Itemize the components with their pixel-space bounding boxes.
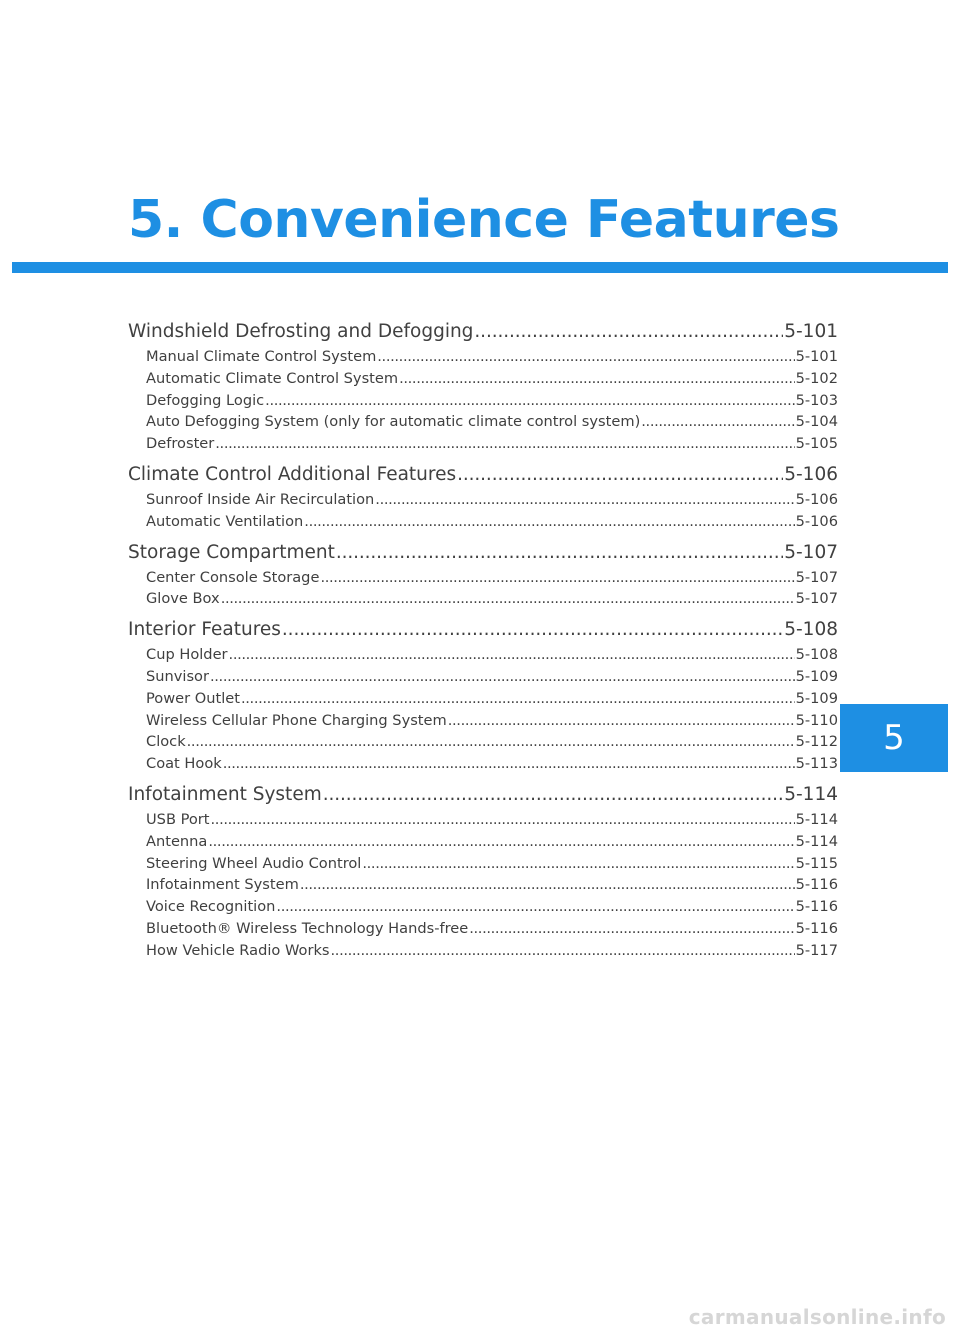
toc-entry-label: Manual Climate Control System [146,348,377,365]
toc-entry-label: Steering Wheel Audio Control [146,854,362,872]
toc-entry[interactable] [146,644,838,666]
toc-entry-page: 5-115 [795,854,838,872]
toc-entry-label: Center Console Storage [146,568,320,586]
toc-entry-label: Auto Defogging System (only for automatic climate control system) [146,413,641,431]
toc-entry-page: 5-107 [795,590,838,608]
toc-entry[interactable] [146,896,838,918]
toc-entry[interactable] [146,433,838,455]
toc-entry[interactable] [146,666,838,688]
toc-section [128,318,838,455]
dot-leader [448,710,795,732]
toc-entry[interactable] [146,731,838,753]
toc-entry[interactable] [146,753,838,775]
chapter-title: 5. Convenience Features [128,190,840,250]
dot-leader [282,616,783,644]
toc-section-heading[interactable] [128,781,838,809]
toc-entry[interactable] [146,567,838,589]
dot-leader [323,781,784,809]
toc-entry-page: 5-114 [795,810,838,828]
toc-entry-label: Bluetooth® Wireless Technology Hands-free [146,919,469,937]
dot-leader [229,644,795,666]
toc-entry[interactable] [146,346,838,368]
toc-entry-page: 5-117 [795,941,838,959]
toc-entry[interactable] [146,874,838,896]
toc-heading-label: Climate Control Additional Features [128,463,457,485]
toc-entry-page: 5-116 [795,919,838,937]
dot-leader [474,318,783,346]
toc-entry-label: Defroster [146,435,215,453]
toc-entry-page: 5-106 [795,512,838,530]
toc-entry-page: 5-104 [795,413,838,431]
dot-leader [399,368,795,390]
toc-entry-label: Automatic Ventilation [146,512,304,530]
toc-entry-page: 5-101 [795,348,838,365]
toc-entry-page: 5-107 [795,568,838,586]
toc-entry-page: 5-113 [795,755,838,773]
toc-entry-label: Voice Recognition [146,898,276,916]
toc-heading-page: 5-106 [784,463,838,485]
toc-entry[interactable] [146,411,838,433]
toc-section [128,461,838,533]
toc-entry[interactable] [146,831,838,853]
toc-entry-page: 5-106 [795,490,838,508]
toc-entry-page: 5-108 [795,646,838,664]
toc-entry[interactable] [146,853,838,875]
dot-leader [265,390,794,412]
dot-leader [187,731,795,753]
toc-section-heading[interactable] [128,539,838,567]
toc-entry[interactable] [146,809,838,831]
toc-entry-page: 5-114 [795,832,838,850]
toc-entry[interactable] [146,588,838,610]
toc-entry-page: 5-116 [795,898,838,916]
watermark-text: carmanualsonline.info [688,1305,946,1329]
toc-heading-label: Infotainment System [128,783,322,805]
dot-leader [377,346,794,368]
dot-leader [457,461,783,489]
toc-entry-label: Glove Box [146,590,220,608]
dot-leader [304,511,794,533]
toc-entry[interactable] [146,489,838,511]
toc-entry[interactable] [146,710,838,732]
toc-entry-page: 5-103 [795,391,838,409]
toc-section-heading[interactable] [128,461,838,489]
toc-heading-page: 5-114 [784,783,838,805]
dot-leader [336,539,783,567]
toc-entry[interactable] [146,940,838,962]
toc-entry-label: Wireless Cellular Phone Charging System [146,711,447,729]
toc-entry-page: 5-109 [795,667,838,685]
toc-entry-label: Power Outlet [146,689,240,707]
toc-heading-label: Windshield Defrosting and Defogging [128,321,474,342]
title-underline-bar [12,262,948,273]
toc-entry-label: Coat Hook [146,755,222,773]
toc-entry-page: 5-109 [795,689,838,707]
toc-entry[interactable] [146,390,838,412]
toc-section [128,781,838,962]
toc-entry[interactable] [146,918,838,940]
toc-entry-label: Clock [146,733,186,751]
toc-section-heading[interactable] [128,616,838,644]
toc-entry-label: USB Port [146,810,210,828]
toc-heading-page: 5-108 [784,619,838,641]
dot-leader [320,567,794,589]
toc-entry-page: 5-102 [795,369,838,387]
toc-heading-page: 5-101 [784,321,838,342]
toc-entry[interactable] [146,688,838,710]
dot-leader [641,411,794,433]
dot-leader [223,753,795,775]
toc-entry-page: 5-105 [795,435,838,453]
toc-heading-label: Interior Features [128,619,281,641]
dot-leader [331,940,795,962]
dot-leader [362,853,794,875]
toc-heading-label: Storage Compartment [128,541,335,563]
dot-leader [221,588,795,610]
toc-heading-page: 5-107 [784,541,838,563]
chapter-tab[interactable]: 5 [840,704,948,772]
toc-entry-page: 5-112 [795,733,838,751]
dot-leader [375,489,794,511]
dot-leader [276,896,794,918]
dot-leader [215,433,794,455]
dot-leader [300,874,795,896]
dot-leader [211,809,795,831]
dot-leader [241,688,795,710]
dot-leader [210,666,795,688]
toc-entry-label: Defogging Logic [146,391,265,409]
toc-section-heading[interactable] [128,318,838,346]
dot-leader [469,918,794,940]
toc-entry-label: Sunvisor [146,667,209,685]
toc-entry-label: Sunroof Inside Air Recirculation [146,490,375,508]
toc-section [128,616,838,775]
toc-entry[interactable] [146,368,838,390]
toc-entry[interactable] [146,511,838,533]
dot-leader [208,831,794,853]
toc-section [128,539,838,611]
toc-entry-label: Antenna [146,832,208,850]
toc-entry-label: Cup Holder [146,646,228,664]
toc-entry-page: 5-110 [795,711,838,729]
toc-entry-page: 5-116 [795,876,838,894]
toc-entry-label: How Vehicle Radio Works [146,941,330,959]
toc-entry-label: Automatic Climate Control System [146,369,399,387]
toc-entry-label: Infotainment System [146,876,299,894]
table-of-contents [128,318,838,968]
